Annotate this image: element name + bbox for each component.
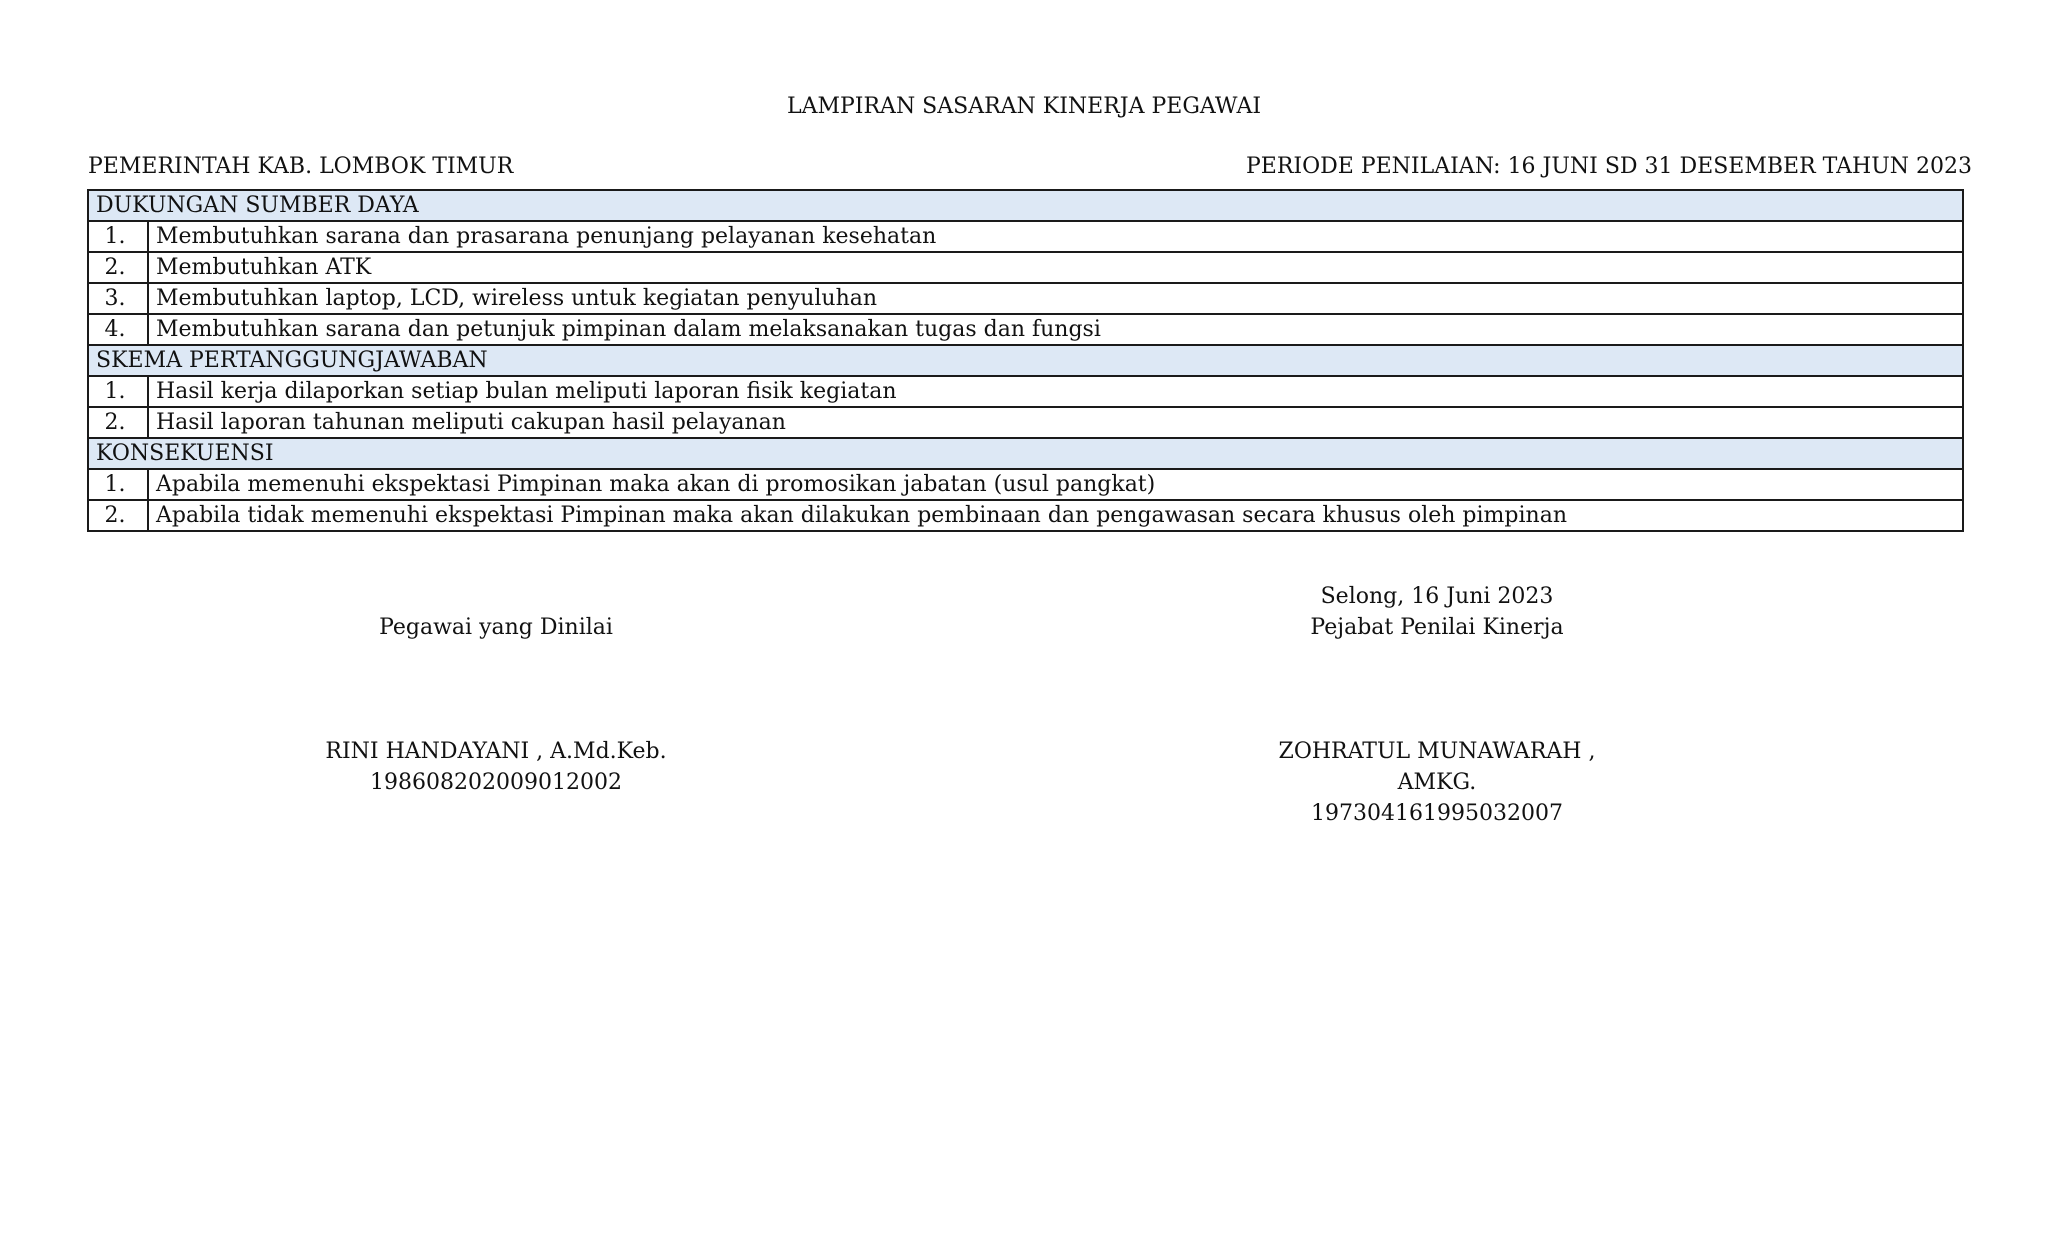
row-number: 1. [88, 469, 148, 500]
table-row [88, 469, 1963, 500]
signatory-nip: 197304161995032007 [1311, 801, 1563, 826]
signature-role: Pegawai yang Dinilai [379, 615, 613, 640]
row-text: Membutuhkan laptop, LCD, wireless untuk kegiatan penyuluhan [148, 283, 1963, 314]
signatory-nip: 198608202009012002 [370, 770, 622, 795]
section-heading: SKEMA PERTANGGUNGJAWABAN [88, 345, 1963, 376]
organization-label: PEMERINTAH KAB. LOMBOK TIMUR [88, 154, 514, 179]
row-number: 3. [88, 283, 148, 314]
document-title: LAMPIRAN SASARAN KINERJA PEGAWAI [786, 94, 1262, 119]
period-label: PERIODE PENILAIAN: 16 JUNI SD 31 DESEMBER TAHUN 2023 [1245, 154, 1972, 179]
signatory-name: ZOHRATUL MUNAWARAH , AMKG. [1278, 739, 1596, 795]
row-text: Apabila memenuhi ekspektasi Pimpinan maka akan di promosikan jabatan (usul pangkat) [148, 469, 1963, 500]
signatory-name: RINI HANDAYANI , A.Md.Keb. [325, 739, 667, 764]
row-text: Hasil kerja dilaporkan setiap bulan meliputi laporan fisik kegiatan [148, 376, 1963, 407]
row-text: Apabila tidak memenuhi ekspektasi Pimpinan maka akan dilakukan pembinaan dan pengawasan secara khusus oleh pimpinan [148, 500, 1963, 531]
row-text: Membutuhkan sarana dan petunjuk pimpinan dalam melaksanakan tugas dan fungsi [148, 314, 1963, 345]
signature-role: Pejabat Penilai Kinerja [1310, 615, 1564, 640]
row-text: Membutuhkan ATK [148, 252, 1963, 283]
section-heading: KONSEKUENSI [88, 438, 1963, 469]
table-row [88, 314, 1963, 345]
row-number: 2. [88, 407, 148, 438]
signature-place-date: Selong, 16 Juni 2023 [1320, 584, 1554, 609]
row-text: Membutuhkan sarana dan prasarana penunjang pelayanan kesehatan [148, 221, 1963, 252]
section-heading: DUKUNGAN SUMBER DAYA [88, 190, 1963, 221]
row-number: 1. [88, 376, 148, 407]
row-text: Hasil laporan tahunan meliputi cakupan hasil pelayanan [148, 407, 1963, 438]
section-header-row [88, 345, 1963, 376]
row-number: 2. [88, 500, 148, 531]
section-header-row [88, 438, 1963, 469]
section-header-row [88, 190, 1963, 221]
table-row [88, 283, 1963, 314]
row-number: 4. [88, 314, 148, 345]
row-number: 2. [88, 252, 148, 283]
table-row [88, 252, 1963, 283]
signature-block-employee [296, 612, 696, 798]
table-row [88, 376, 1963, 407]
signature-space [1237, 643, 1637, 736]
signature-block-assessor [1237, 581, 1637, 829]
target-table [87, 189, 1964, 532]
row-number: 1. [88, 221, 148, 252]
table-row [88, 221, 1963, 252]
signature-space [296, 643, 696, 736]
table-row [88, 407, 1963, 438]
table-row [88, 500, 1963, 531]
